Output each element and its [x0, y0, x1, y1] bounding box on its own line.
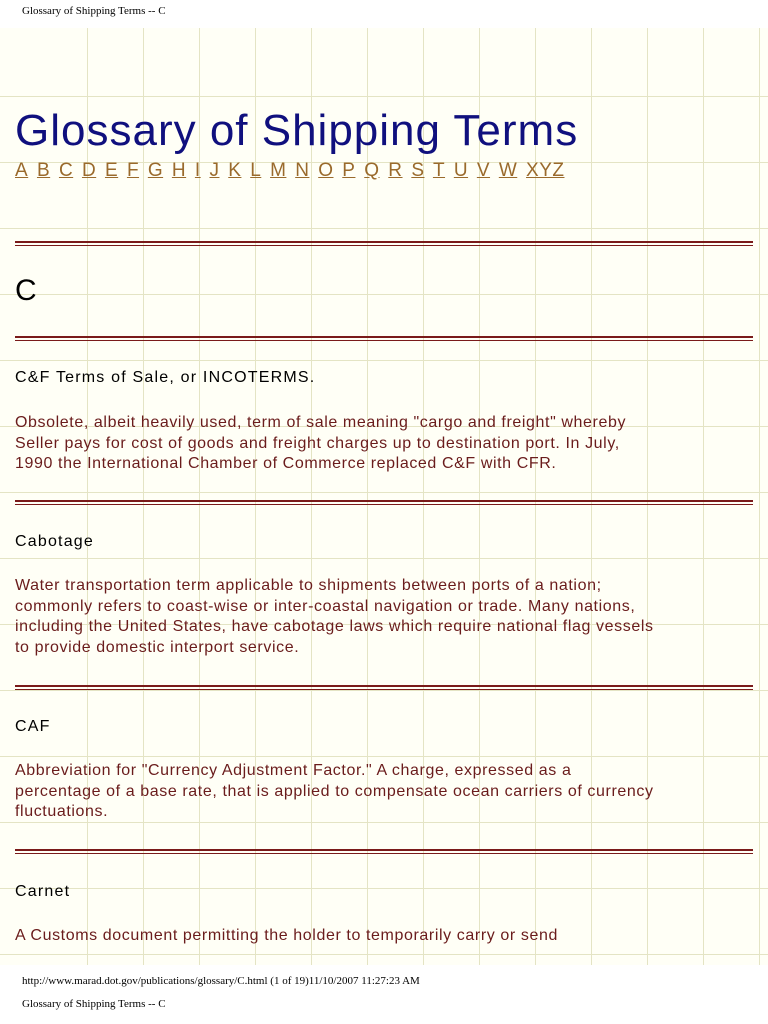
page-title: Glossary of Shipping Terms: [15, 106, 579, 155]
definition-line: Obsolete, albeit heavily used, term of sale meaning "cargo and freight" whereby: [15, 414, 627, 431]
divider-rule: [15, 685, 753, 690]
alpha-link-o[interactable]: O: [318, 160, 334, 181]
alpha-link-v[interactable]: V: [476, 160, 491, 181]
alphabet-nav: [15, 160, 567, 182]
print-footer-title: Glossary of Shipping Terms -- C: [22, 998, 166, 1010]
divider-rule: [15, 241, 753, 246]
print-header-title: Glossary of Shipping Terms -- C: [22, 5, 166, 17]
alpha-link-e[interactable]: E: [104, 160, 119, 181]
alpha-link-p[interactable]: P: [342, 160, 356, 181]
print-footer-url: http://www.marad.dot.gov/publications/glossary/C.html (1 of 19)11/10/2007 11:27:23 AM: [22, 975, 420, 987]
print-header: [0, 0, 768, 28]
glossary-page: [0, 28, 768, 965]
divider-rule: [15, 500, 753, 505]
definition-line: including the United States, have cabotage laws which require national flag vessels: [15, 618, 654, 636]
alpha-link-m[interactable]: M: [270, 160, 287, 181]
divider-rule: [15, 849, 753, 854]
section-letter: C: [15, 274, 37, 307]
definition-line: A Customs document permitting the holder to temporarily carry or send: [15, 927, 558, 944]
alpha-link-h[interactable]: H: [171, 160, 187, 181]
alpha-link-g[interactable]: G: [147, 160, 164, 181]
term-heading: C&F Terms of Sale, or INCOTERMS.: [15, 369, 316, 386]
alpha-link-d[interactable]: D: [81, 160, 97, 181]
definition-line: fluctuations.: [15, 803, 109, 821]
definition-line: commonly refers to coast-wise or inter-coastal navigation or trade. Many nations,: [15, 597, 636, 615]
term-heading: CAF: [15, 718, 51, 735]
alpha-link-l[interactable]: L: [250, 160, 262, 181]
divider-rule: [15, 336, 753, 341]
alpha-link-s[interactable]: S: [411, 160, 425, 181]
alpha-link-r[interactable]: R: [388, 160, 403, 181]
alpha-link-xyz[interactable]: XYZ: [526, 160, 565, 181]
alpha-link-f[interactable]: F: [126, 160, 140, 181]
definition-line: Abbreviation for "Currency Adjustment Factor." A charge, expressed as a: [15, 762, 572, 779]
alpha-link-n[interactable]: N: [295, 160, 310, 181]
term-heading: Carnet: [15, 883, 71, 900]
definition-line: Water transportation term applicable to shipments between ports of a nation;: [15, 577, 602, 594]
term-definition: [15, 576, 755, 658]
alpha-link-t[interactable]: T: [432, 160, 446, 181]
definition-line: 1990 the International Chamber of Commerce replaced C&F with CFR.: [15, 455, 557, 473]
alpha-link-a[interactable]: A: [15, 160, 29, 181]
alpha-link-i[interactable]: I: [194, 160, 201, 181]
alpha-link-k[interactable]: K: [228, 160, 242, 181]
alpha-link-c[interactable]: C: [58, 160, 74, 181]
definition-line: percentage of a base rate, that is applied to compensate ocean carriers of currency: [15, 782, 654, 800]
term-definition: [15, 761, 755, 823]
definition-line: Seller pays for cost of goods and freight charges up to destination port. In July,: [15, 434, 620, 452]
alpha-link-q[interactable]: Q: [364, 160, 380, 181]
term-definition: [15, 413, 755, 475]
alpha-link-u[interactable]: U: [453, 160, 469, 181]
term-definition: [15, 926, 755, 947]
alpha-link-j[interactable]: J: [209, 160, 220, 181]
definition-line: to provide domestic interport service.: [15, 638, 300, 656]
term-heading: Cabotage: [15, 533, 94, 550]
alpha-link-b[interactable]: B: [36, 160, 51, 181]
alpha-link-w[interactable]: W: [498, 160, 518, 181]
